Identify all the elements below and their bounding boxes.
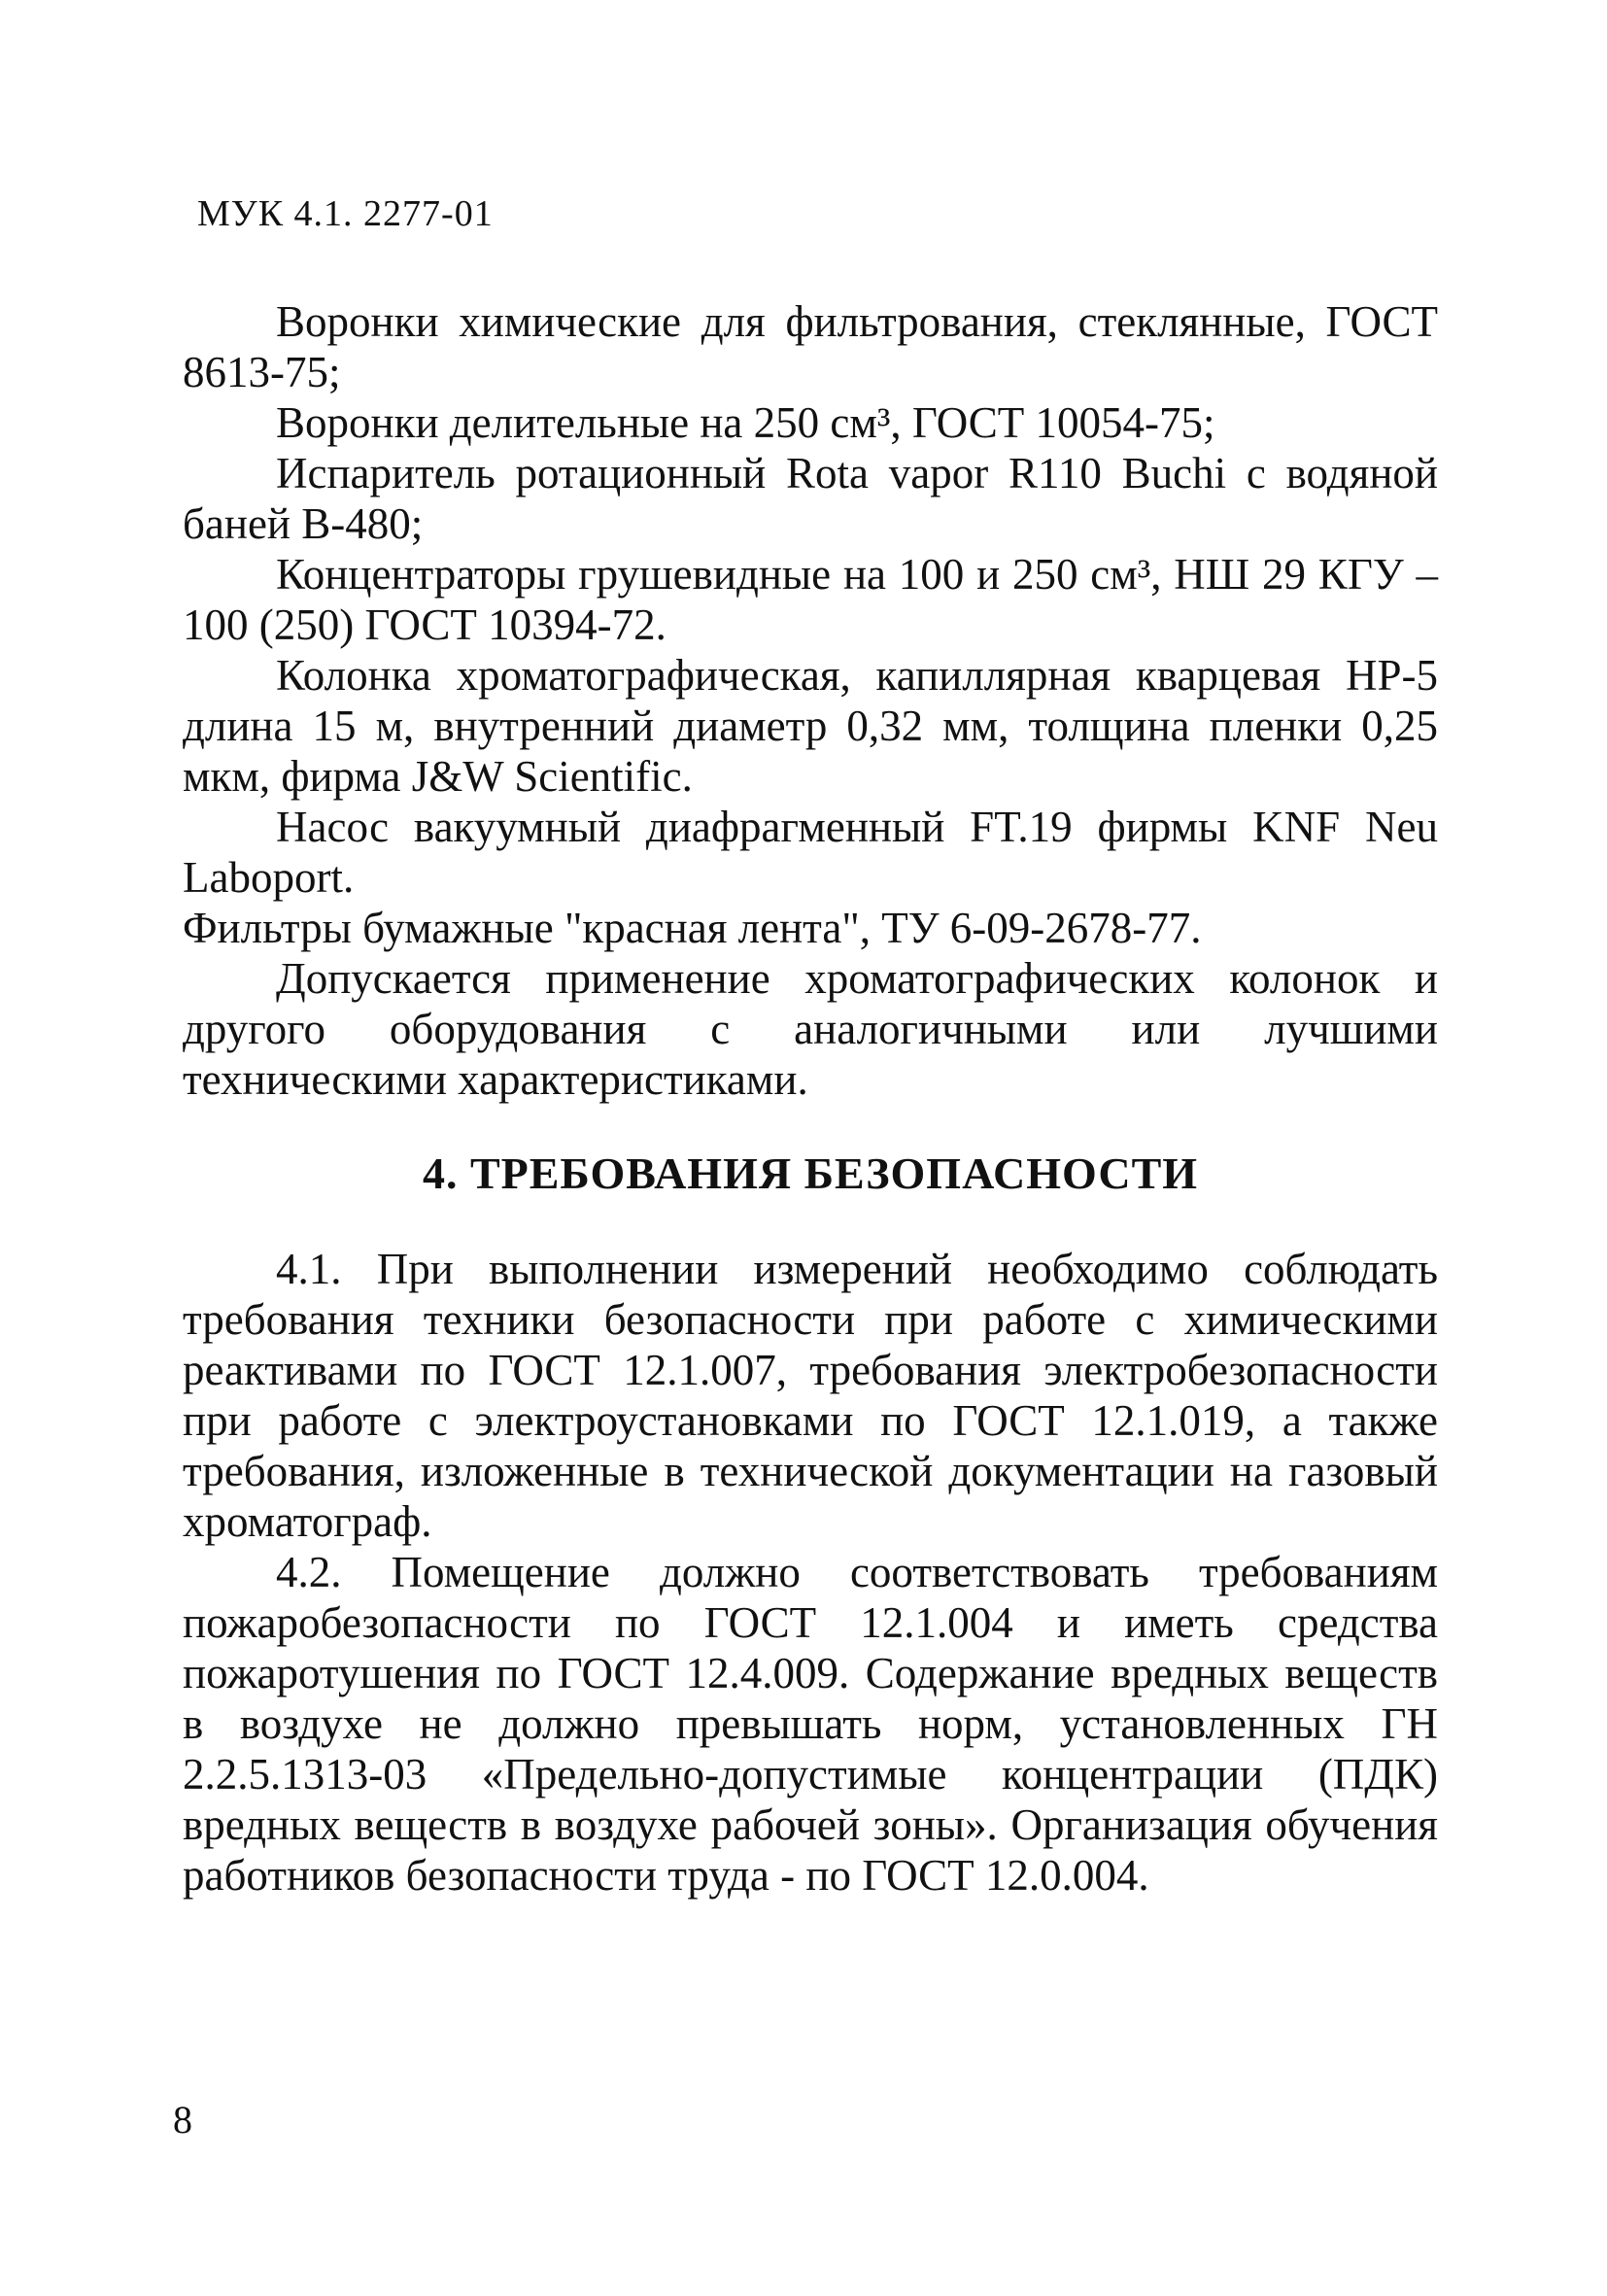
section-body <box>183 1244 1438 1901</box>
equipment-list <box>183 296 1438 1105</box>
equipment-note: Допускается применение хроматографических колонок и другого оборудования с аналогичными или лучшими техническими характеристиками. <box>183 954 1438 1104</box>
equipment-item: Колонка хроматографическая, капиллярная кварцевая HP-5 длина 15 м, внутренний диаметр 0,32 мм, толщина пленки 0,25 мкм, фирма J&W Scientific. <box>183 651 1438 801</box>
page-number: 8 <box>173 2098 192 2142</box>
document-code: МУК 4.1. 2277-01 <box>197 193 494 234</box>
section-paragraph: 4.2. Помещение должно соответствовать требованиям пожаробезопасности по ГОСТ 12.1.004 и иметь средства пожаротушения по ГОСТ 12.4.009. Содержание вредных веществ в воздухе не должно превышать норм, установленных ГН 2.2.5.1313-03 «Предельно-допустимые концентрации (ПДК) вредных веществ в воздухе рабочей зоны». Организация обучения работников безопасности труда - по ГОСТ 12.0.004. <box>183 1548 1438 1900</box>
section-paragraph: 4.1. При выполнении измерений необходимо соблюдать требования техники безопасности при работе с химическими реактивами по ГОСТ 12.1.007, требования электробезопасности при работе с электроустановками по ГОСТ 12.1.019, а также требования, изложенные в технической документации на газовый хроматограф. <box>183 1245 1438 1546</box>
equipment-item: Испаритель ротационный Rota vapor R110 Buchi с водяной баней В-480; <box>183 449 1438 548</box>
section-heading: 4. ТРЕБОВАНИЯ БЕЗОПАСНОСТИ <box>422 1148 1199 1198</box>
equipment-item: Воронки делительные на 250 см³, ГОСТ 10054-75; <box>276 398 1215 447</box>
equipment-item: Насос вакуумный диафрагменный FT.19 фирмы KNF Neu Laboport. <box>183 803 1438 902</box>
equipment-item: Концентраторы грушевидные на 100 и 250 см³, НШ 29 КГУ – 100 (250) ГОСТ 10394-72. <box>183 550 1438 649</box>
equipment-item: Фильтры бумажные "красная лента", ТУ 6-09-2678-77. <box>183 904 1202 952</box>
equipment-item: Воронки химические для фильтрования, стеклянные, ГОСТ 8613-75; <box>183 297 1438 396</box>
